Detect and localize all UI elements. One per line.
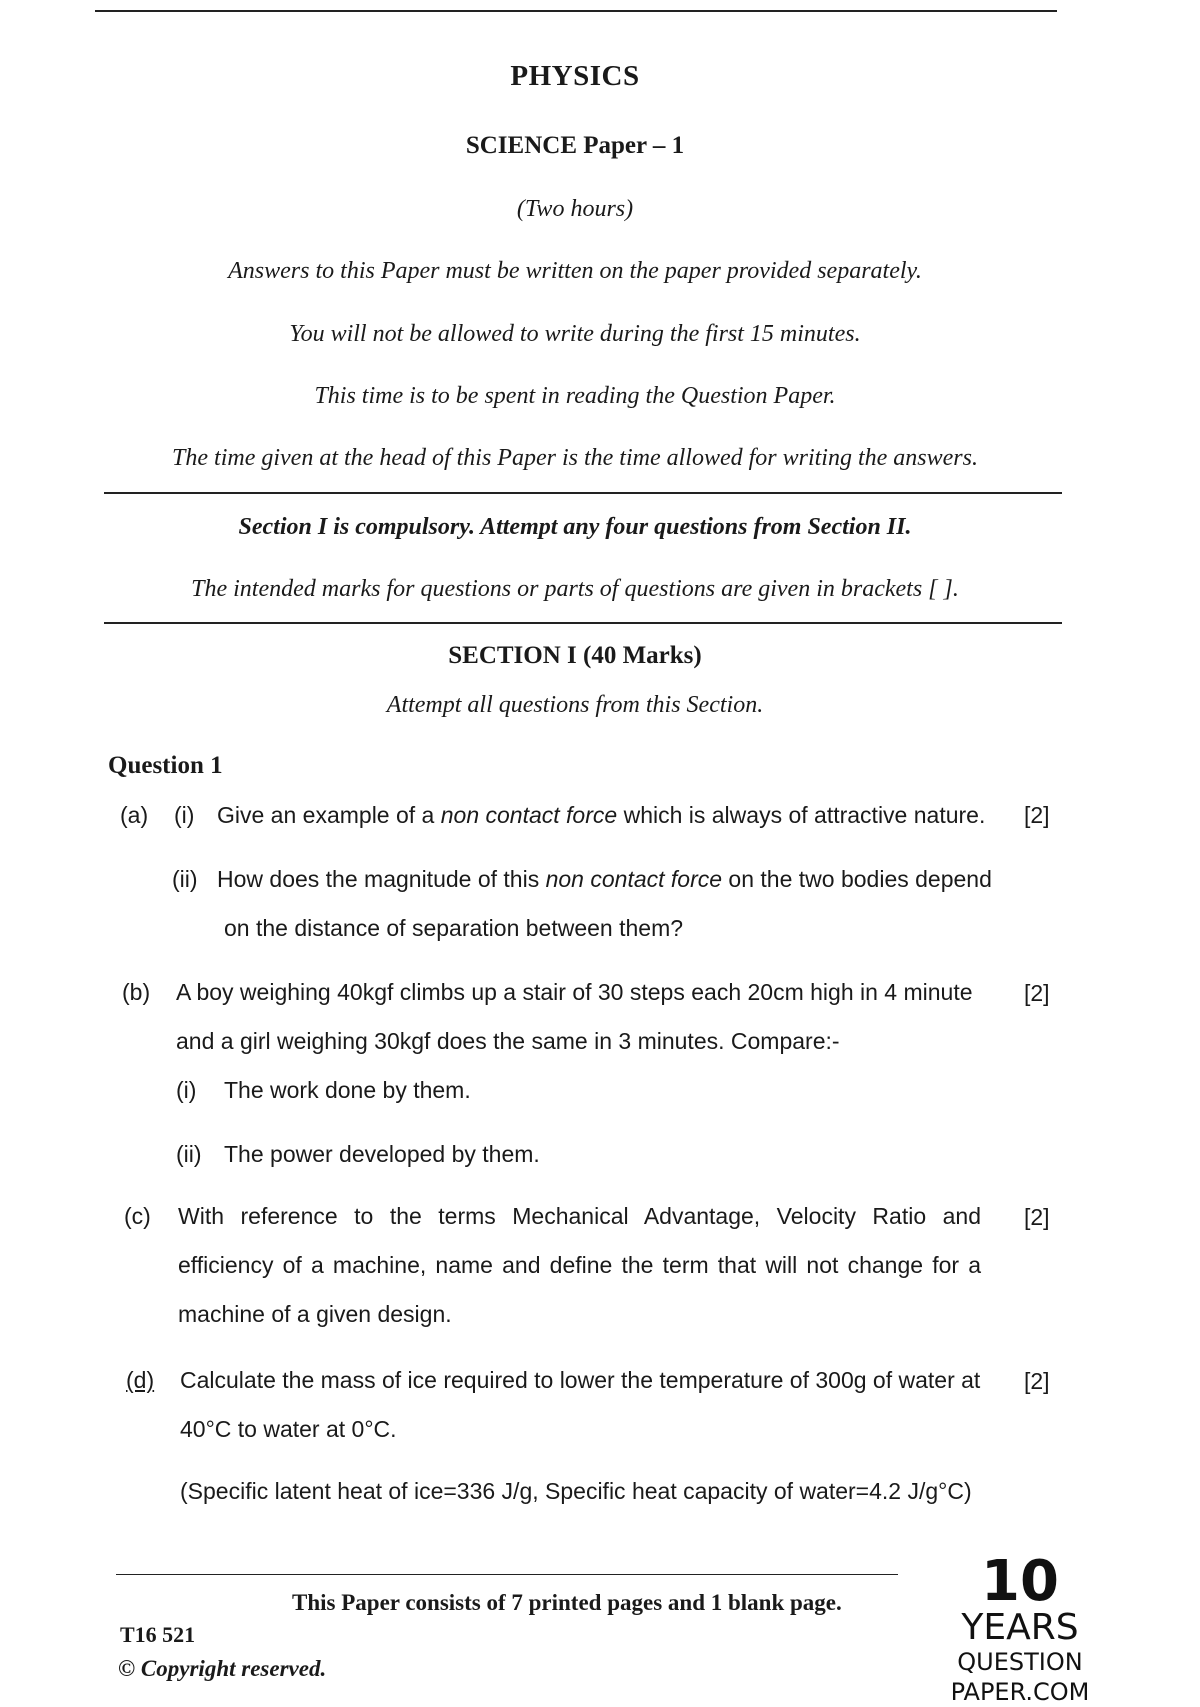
part-d-label: (d) <box>126 1367 155 1393</box>
part-c-line-3: machine of a given design. <box>178 1301 452 1327</box>
paper-code: T16 521 <box>120 1622 196 1647</box>
part-a-label: (a) <box>120 802 149 828</box>
part-b-label: (b) <box>122 979 151 1005</box>
part-b-text <box>176 968 986 1066</box>
part-a-ii-line-2: on the distance of separation between them? <box>224 915 684 941</box>
part-d-line-2: 40°C to water at 0°C. <box>180 1416 397 1442</box>
part-b-ii-label: (ii) <box>176 1141 202 1167</box>
section-instruction: Attempt all questions from this Section. <box>386 692 764 718</box>
part-b-line-1: A boy weighing 40kgf climbs up a stair of 30 steps each 20cm high in 4 minute <box>176 979 973 1005</box>
part-c-label: (c) <box>124 1203 151 1229</box>
part-c-marks: [2] <box>1024 1204 1050 1230</box>
instruction-3: This time is to be spent in reading the Question Paper. <box>314 383 836 409</box>
part-c-text <box>178 1192 981 1339</box>
rule-after-rules <box>104 622 1062 624</box>
part-d-line-3: (Specific latent heat of ice=336 J/g, Specific heat capacity of water=4.2 J/g°C) <box>180 1478 972 1504</box>
copyright: © Copyright reserved. <box>118 1656 327 1681</box>
footer-rule <box>116 1574 898 1575</box>
duration: (Two hours) <box>516 196 634 222</box>
part-a-ii-text: How does the magnitude of this non contact force on the two bodies depend <box>217 866 992 892</box>
part-d-text <box>180 1356 990 1454</box>
part-b-marks: [2] <box>1024 980 1050 1006</box>
site-logo <box>900 1549 1140 1707</box>
logo-site: QUESTION PAPER.COM <box>950 1648 1090 1706</box>
logo-years: YEARS <box>961 1607 1079 1648</box>
part-b-i-text: The work done by them. <box>224 1077 471 1103</box>
paper-title: SCIENCE Paper – 1 <box>465 132 685 159</box>
part-d-line-1: Calculate the mass of ice required to lower the temperature of 300g of water at <box>180 1367 981 1393</box>
footer-note: This Paper consists of 7 printed pages and 1 blank page. <box>292 1590 842 1615</box>
part-a-i-text: Give an example of a non contact force which is always of attractive nature. <box>217 802 986 828</box>
subject-title: PHYSICS <box>510 60 640 92</box>
part-c-line-1: With reference to the terms Mechanical Advantage, Velocity Ratio and <box>178 1203 981 1229</box>
rule-line-1: Section I is compulsory. Attempt any four questions from Section II. <box>238 514 912 540</box>
part-d-marks: [2] <box>1024 1368 1050 1394</box>
section-title: SECTION I (40 Marks) <box>448 642 702 669</box>
rule-line-2: The intended marks for questions or parts of questions are given in brackets [ ]. <box>191 576 959 602</box>
rule-after-instructions <box>104 492 1062 494</box>
top-rule <box>95 10 1057 12</box>
instruction-1: Answers to this Paper must be written on the paper provided separately. <box>228 258 922 284</box>
part-c-line-2: efficiency of a machine, name and define the term that will not change for a <box>178 1252 981 1278</box>
instruction-4: The time given at the head of this Paper is the time allowed for writing the answers. <box>172 445 978 471</box>
part-b-i-label: (i) <box>176 1077 197 1103</box>
instruction-2: You will not be allowed to write during the first 15 minutes. <box>289 321 861 347</box>
part-a-marks: [2] <box>1024 802 1050 828</box>
part-a-ii-label: (ii) <box>172 866 198 892</box>
part-b-ii-text: The power developed by them. <box>224 1141 540 1167</box>
question-label: Question 1 <box>108 752 223 779</box>
part-a-i-label: (i) <box>174 802 195 828</box>
part-b-line-2: and a girl weighing 30kgf does the same in 3 minutes. Compare:- <box>176 1028 840 1054</box>
logo-number: 10 <box>981 1549 1059 1614</box>
